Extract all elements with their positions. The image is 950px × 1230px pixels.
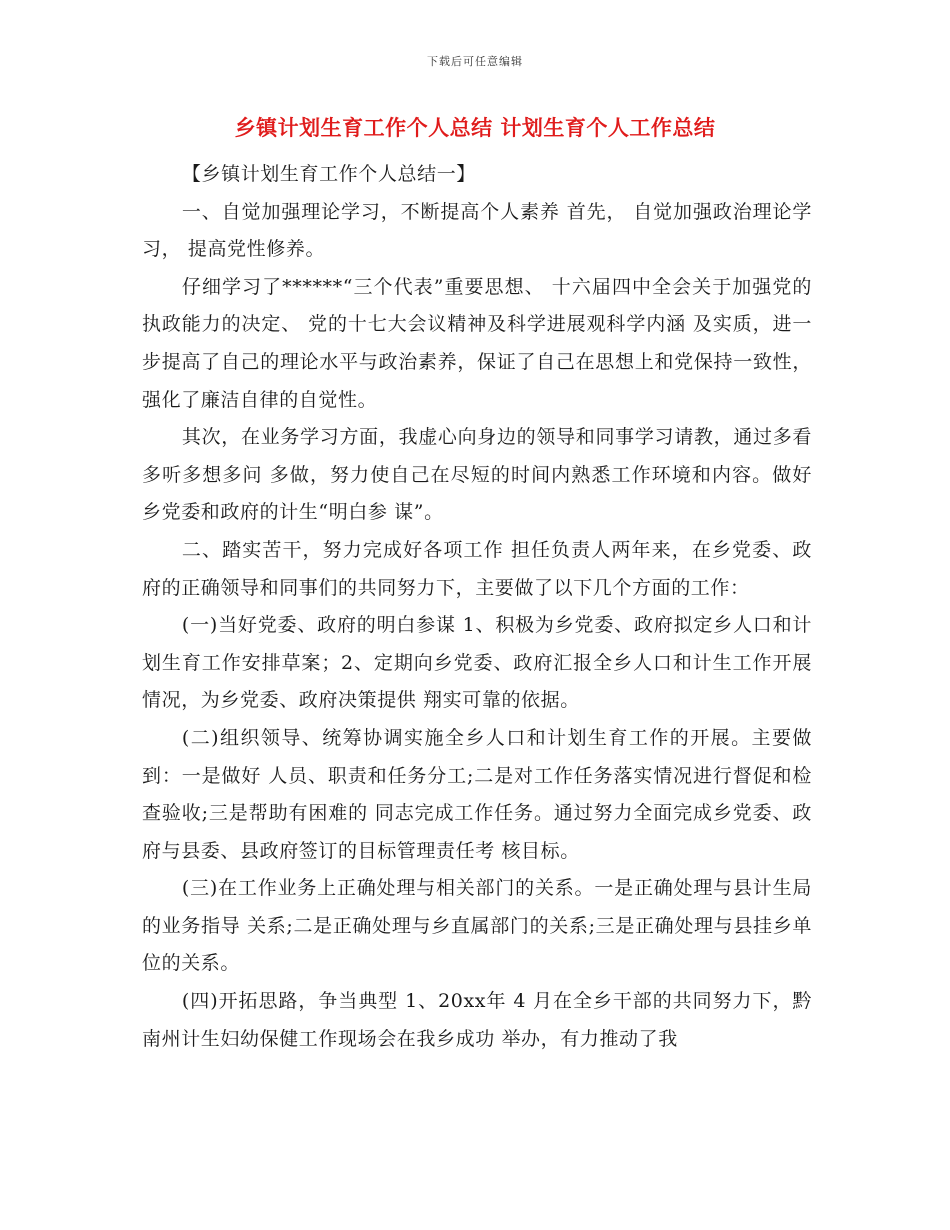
- paragraph: (四)开拓思路，争当典型 1、20xx年 4 月在全乡干部的共同努力下，黔南州计生妇幼保健工作现场会在我乡成功 举办，有力推动了我: [142, 990, 812, 1050]
- paragraph: (二)组织领导、统筹协调实施全乡人口和计划生育工作的开展。主要做到：一是做好 人员、职责和任务分工;二是对工作任务落实情况进行督促和检查验收;三是帮助有困难的 同志完成工作任务。通过努力全面完成乡党委、政府与县委、县政府签订的目标管理责任考 核目标。: [142, 726, 812, 862]
- paragraph: 二、踏实苦干，努力完成好各项工作 担任负责人两年来，在乡党委、政府的正确领导和同事们的共同努力下，主要做了以下几个方面的工作：: [142, 538, 812, 599]
- paragraph: 仔细学习了******“三个代表”重要思想、 十六届四中全会关于加强党的执政能力的决定、 党的十七大会议精神及科学进展观科学内涵 及实质，进一步提高了自己的理论水平与政治素养，保证了自己在思想上和党保持一致性， 强化了廉洁自律的自觉性。: [142, 275, 812, 411]
- paragraph: (三)在工作业务上正确处理与相关部门的关系。一是正确处理与县计生局的业务指导 关系;二是正确处理与乡直属部门的关系;三是正确处理与县挂乡单位的关系。: [142, 877, 812, 975]
- document-title: 乡镇计划生育工作个人总结 计划生育个人工作总结: [234, 116, 716, 140]
- paragraph: 其次，在业务学习方面，我虚心向身边的领导和同事学习请教，通过多看多听多想多问 多做，努力使自己在尽短的时间内熟悉工作环境和内容。做好乡党委和政府的计生“明白参 谋”。: [142, 426, 812, 524]
- document-body: [142, 156, 812, 1058]
- paragraph: (一)当好党委、政府的明白参谋 1、积极为乡党委、政府拟定乡人口和计划生育工作安排草案；2、定期向乡党委、政府汇报全乡人口和计生工作开展情况，为乡党委、政府决策提供 翔实可靠的依据。: [142, 614, 812, 712]
- paragraph: 一、自觉加强理论学习，不断提高个人素养 首先， 自觉加强政治理论学习， 提高党性修养。: [142, 200, 812, 261]
- section-heading: 【乡镇计划生育工作个人总结一】: [181, 163, 476, 185]
- page-header: 下载后可任意编辑: [427, 55, 523, 68]
